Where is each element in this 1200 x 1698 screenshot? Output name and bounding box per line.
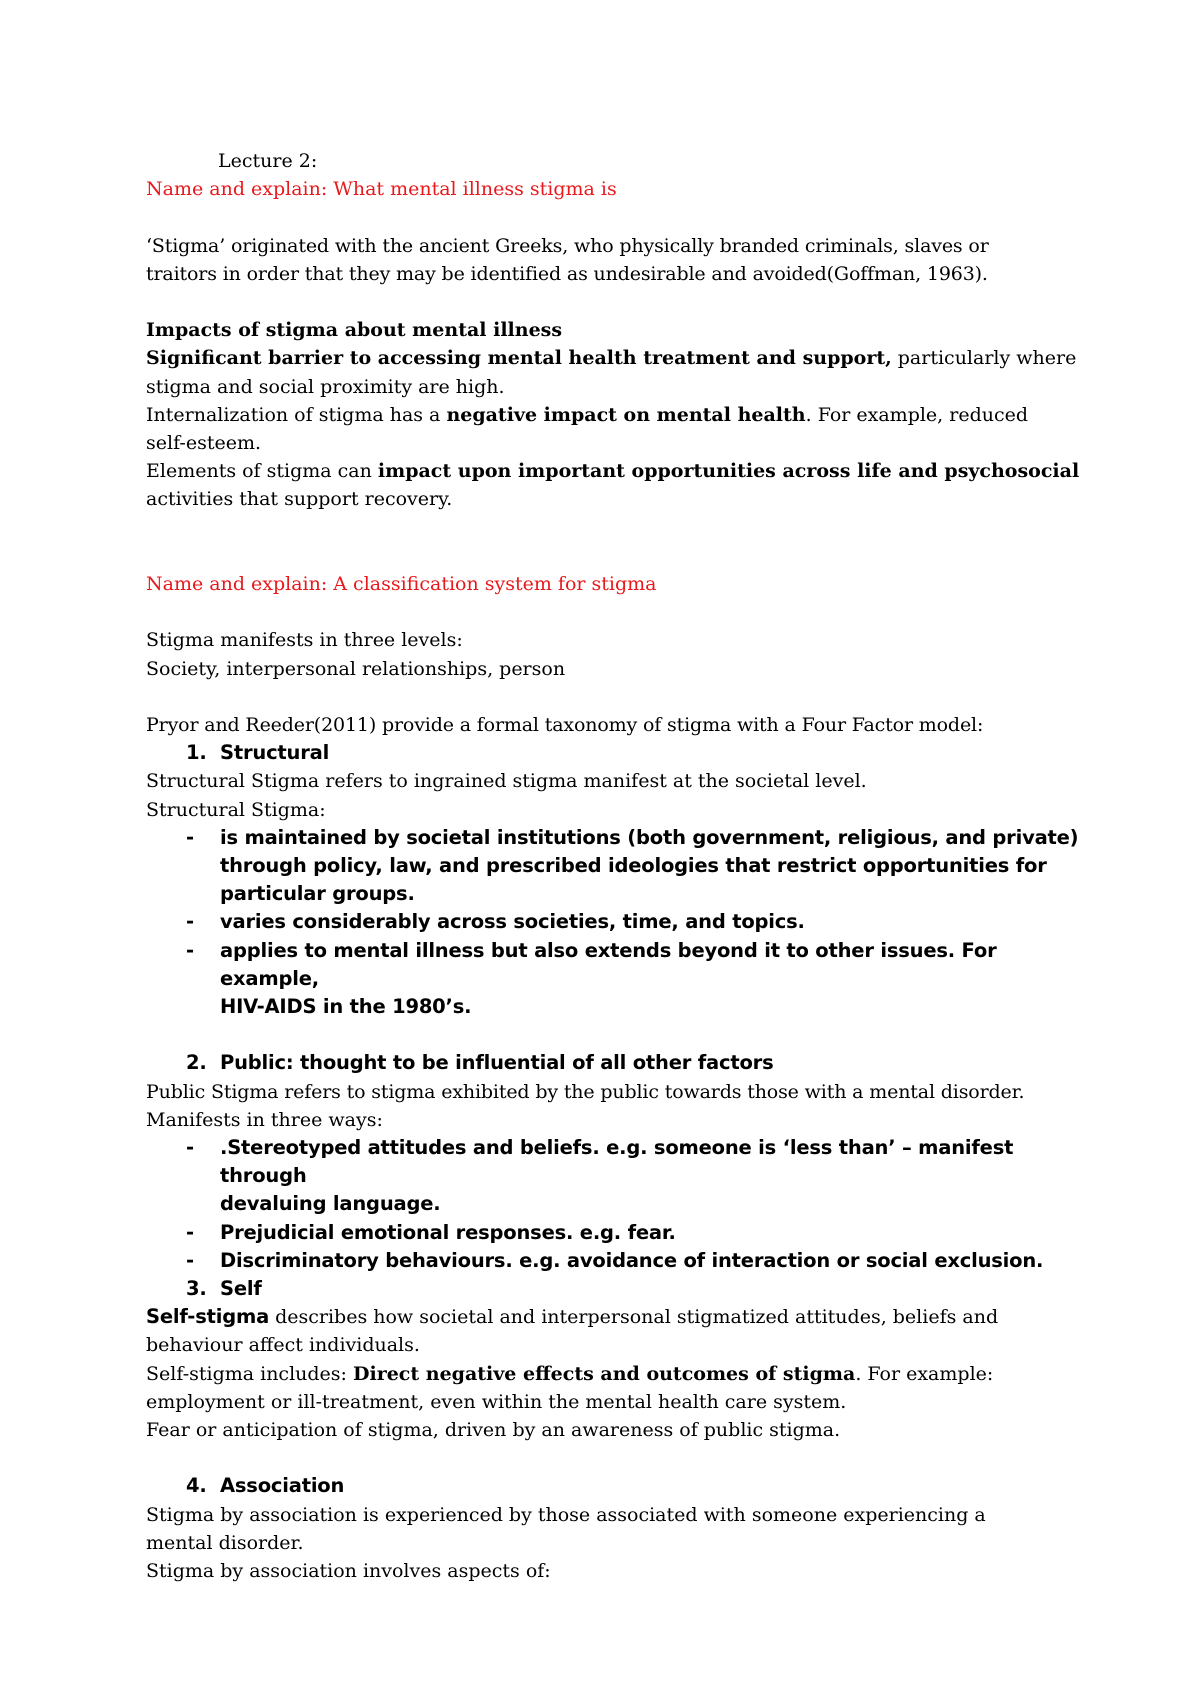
public-lead: Manifests in three ways: [146, 1108, 383, 1131]
impacts-paragraph-2: Internalization of stigma has a negative impact on mental health. For example, reduced [146, 403, 1029, 426]
self-paragraph-2: Self-stigma includes: Direct negative effects and outcomes of stigma. For example: [146, 1362, 994, 1385]
public-bullet-3: - Discriminatory behaviours. e.g. avoidance of interaction or social exclusion. [186, 1248, 1044, 1272]
association-definition-cont: mental disorder. [146, 1531, 304, 1554]
impacts-paragraph-2-cont: self-esteem. [146, 432, 262, 454]
self-paragraph-1: Self-stigma describes how societal and interpersonal stigmatized attitudes, beliefs and [146, 1305, 999, 1329]
impacts-paragraph-3: Elements of stigma can impact upon important opportunities across life and psychosocial [146, 460, 1080, 483]
list-item-association: 4. Association [186, 1474, 345, 1498]
structural-bullet-3: - applies to mental illness but also extends beyond it to other issues. For example, HIV-AIDS in the 1980’s. [186, 938, 997, 1018]
impacts-paragraph-3-cont: activities that support recovery. [146, 488, 453, 511]
structural-definition: Structural Stigma refers to ingrained stigma manifest at the societal level. [146, 770, 867, 793]
public-bullet-2: - Prejudicial emotional responses. e.g. fear. [186, 1220, 676, 1244]
definition-line-2: traitors in order that they may be identified as undesirable and avoided(Goffman, 1963). [146, 262, 988, 285]
structural-bullet-2: - varies considerably across societies, time, and topics. [186, 910, 805, 934]
association-definition: Stigma by association is experienced by those associated with someone experiencing a [146, 1503, 986, 1526]
self-paragraph-1-cont: behaviour affect individuals. [146, 1334, 420, 1357]
definition-line-1: ‘Stigma’ originated with the ancient Greeks, who physically branded criminals, slaves or [146, 234, 989, 257]
document-body [146, 147, 1086, 1585]
levels-line-2: Society, interpersonal relationships, person [146, 657, 566, 680]
public-bullet-1: - .Stereotyped attitudes and beliefs. e.g. someone is ‘less than’ – manifest through devaluing language. [186, 1136, 1014, 1216]
question-heading-1: Name and explain: What mental illness stigma is [146, 178, 617, 201]
taxonomy-intro: Pryor and Reeder(2011) provide a formal taxonomy of stigma with a Four Factor model: [146, 713, 984, 736]
list-item-public: 2. Public: thought to be influential of all other factors [186, 1051, 774, 1075]
impacts-paragraph-1-cont: stigma and social proximity are high. [146, 375, 505, 398]
question-heading-2: Name and explain: A classification system for stigma [146, 572, 657, 595]
structural-bullet-1: - is maintained by societal institutions (both government, religious, and private) through policy, law, and prescribed ideologies that restrict opportunities for particular groups. [186, 825, 1079, 906]
list-item-structural: 1. Structural [186, 741, 330, 765]
list-item-self: 3. Self [186, 1277, 262, 1301]
levels-line-1: Stigma manifests in three levels: [146, 629, 463, 652]
association-lead: Stigma by association involves aspects of: [146, 1560, 551, 1583]
self-paragraph-2-cont: employment or ill-treatment, even within the mental health care system. [146, 1390, 847, 1413]
lecture-header: Lecture 2: [218, 150, 318, 172]
public-definition: Public Stigma refers to stigma exhibited by the public towards those with a mental disorder. [146, 1080, 1025, 1103]
self-paragraph-3: Fear or anticipation of stigma, driven by an awareness of public stigma. [146, 1419, 841, 1442]
structural-lead: Structural Stigma: [146, 798, 326, 821]
impacts-paragraph-1: Significant barrier to accessing mental health treatment and support, particularly where [146, 347, 1077, 370]
impacts-heading: Impacts of stigma about mental illness [146, 319, 563, 342]
